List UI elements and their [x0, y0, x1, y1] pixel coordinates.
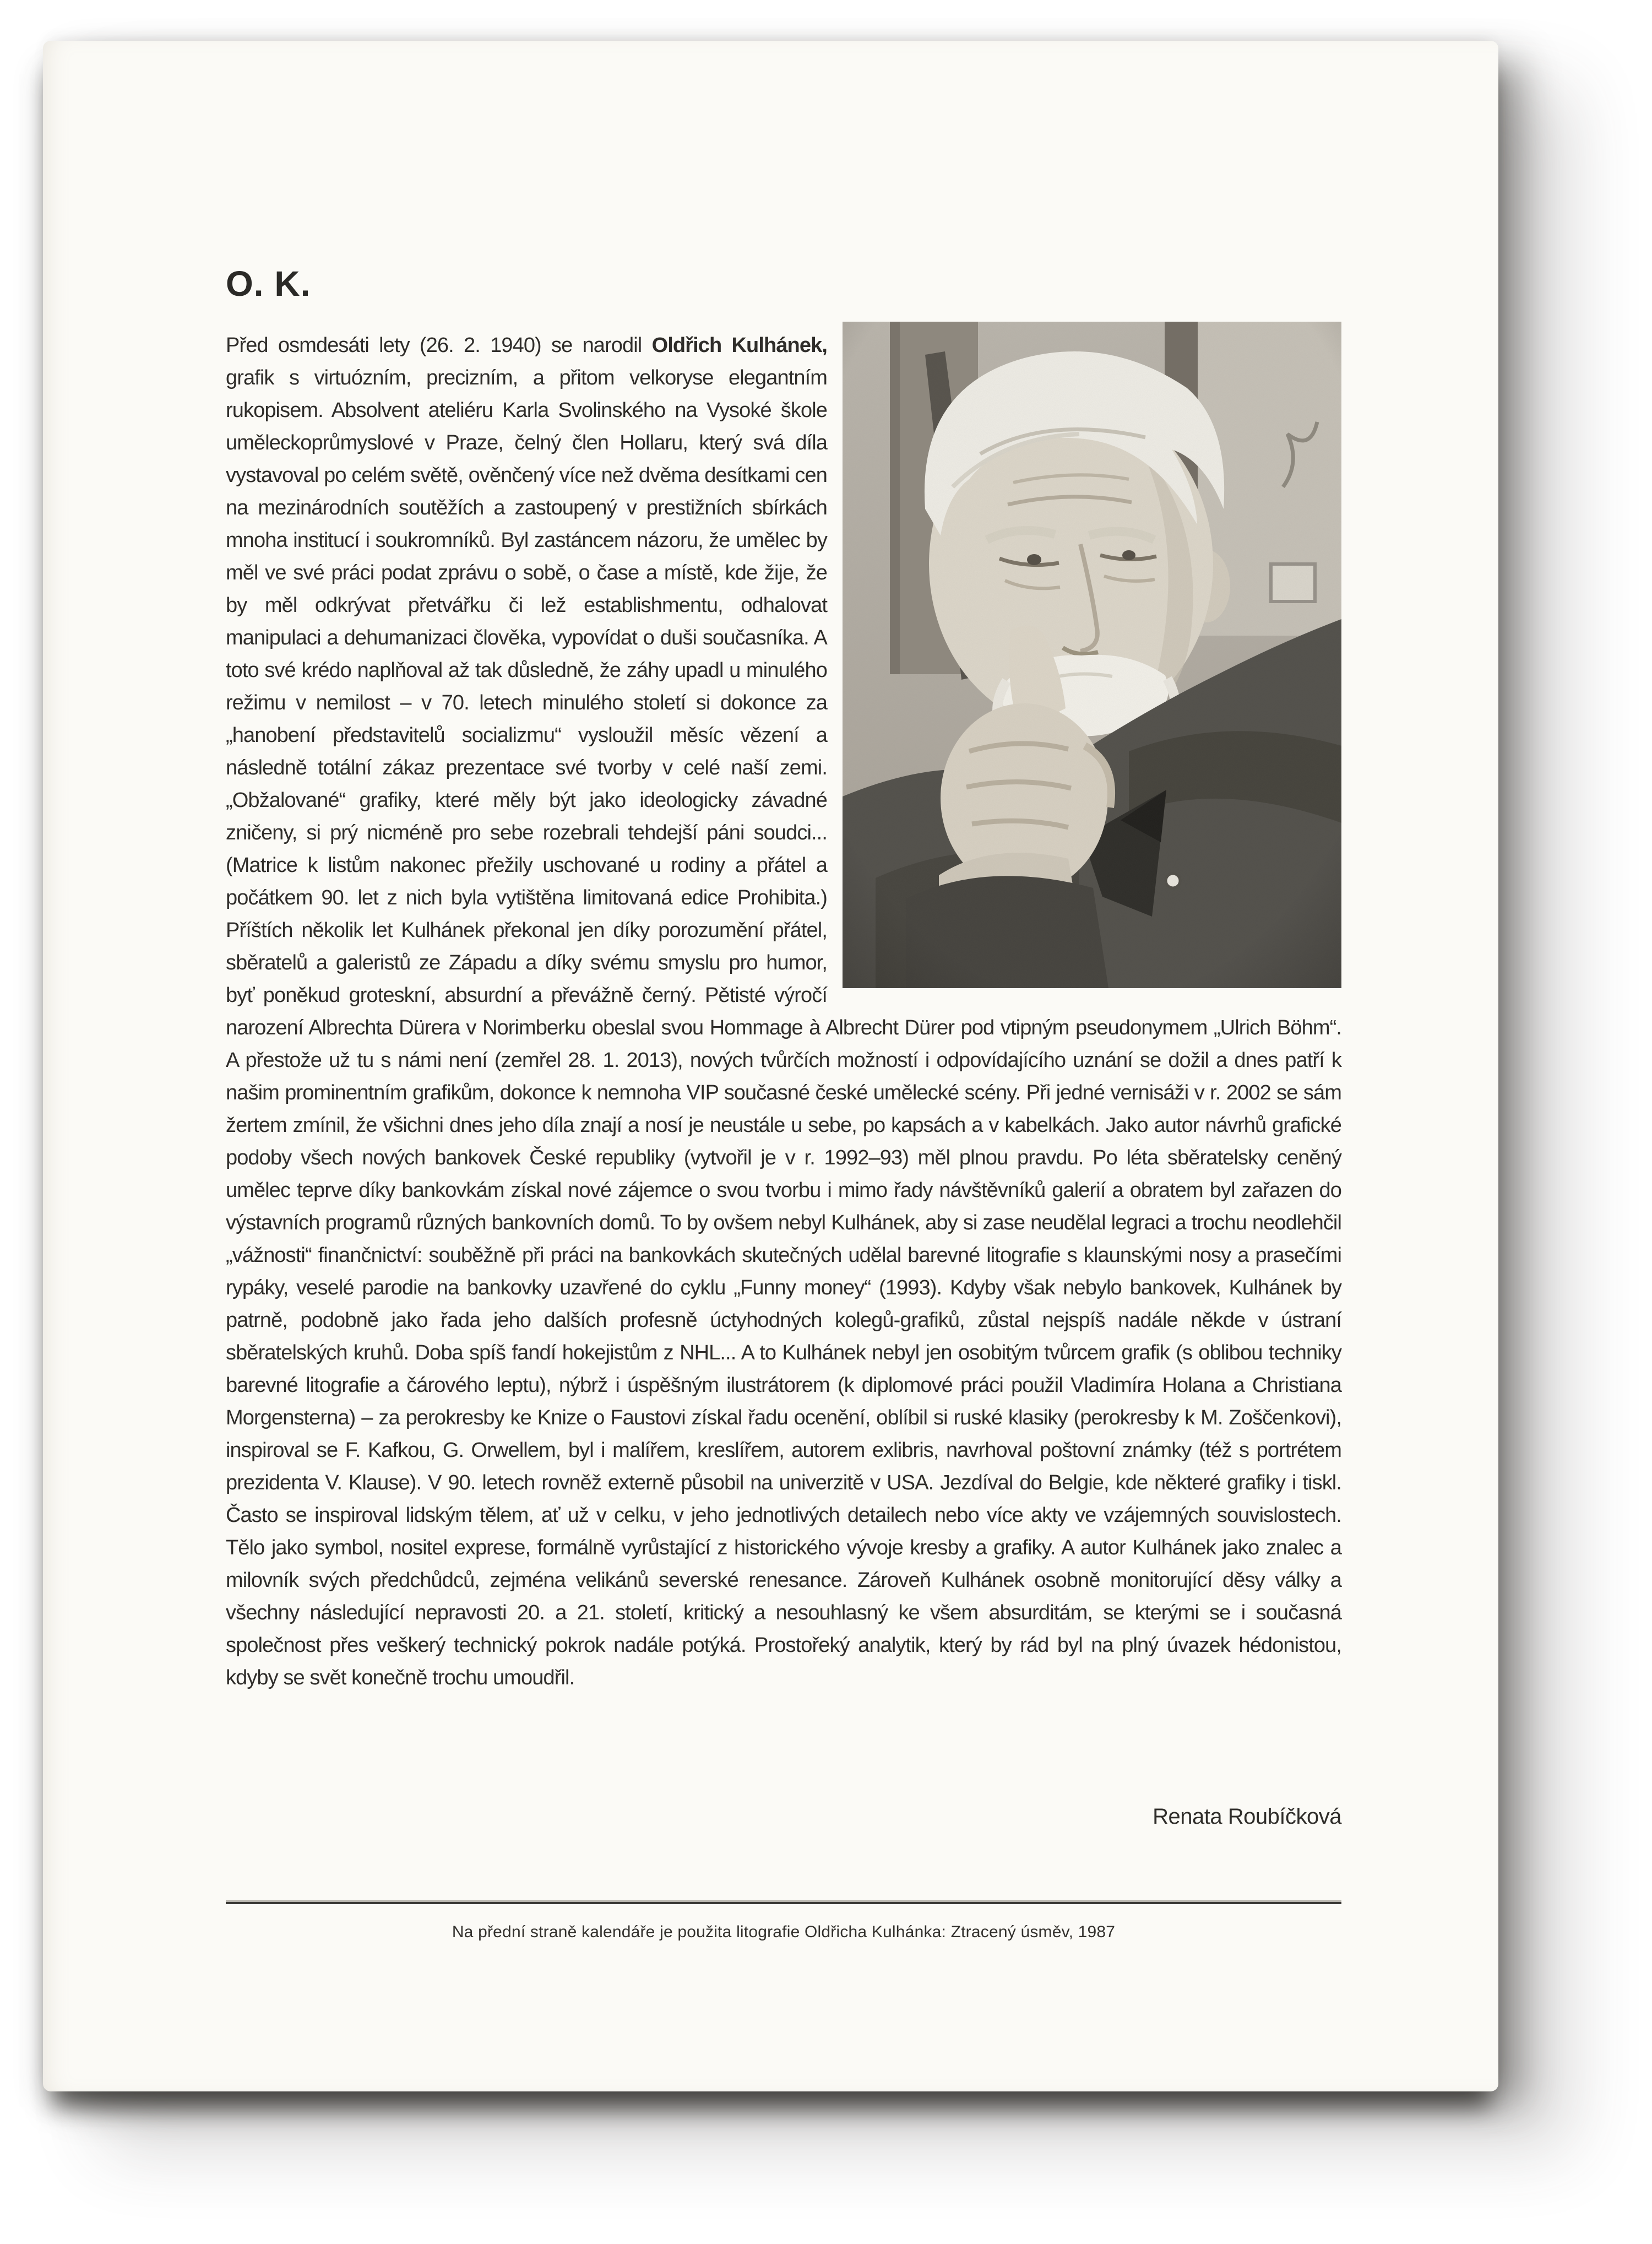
article-intro: Před osmdesáti lety (26. 2. 1940) se narodil: [226, 334, 642, 357]
photo-grain: [843, 322, 1341, 988]
page-title: O. K.: [226, 264, 311, 303]
article-subject-name: Oldřich Kulhánek,: [651, 334, 827, 357]
footnote: Na přední straně kalendáře je použita litografie Oldřicha Kulhánka: Ztracený úsměv, 1987: [452, 1923, 1116, 1941]
article-body: [226, 329, 1341, 1694]
footer-divider: [226, 1902, 1341, 1904]
portrait-photo: [843, 322, 1341, 988]
byline: Renata Roubíčková: [1153, 1804, 1341, 1829]
scanned-page: [43, 41, 1498, 2091]
article-text: grafik s virtuózním, precizním, a přitom velkoryse elegantním rukopisem. Absolvent ateliéru Karla Svolinského na Vysoké škole uměleckoprůmyslové v Praze, čelný člen Hollaru, který svá díla vystavoval po celém světě, ověnčený více než dvěma desítkami cen na mezinárodních soutěžích a zastoupený v prestižních sbírkách mnoha institucí i soukromníků. Byl zastáncem názoru, že umělec by měl ve své práci podat zprávu o sobě, o čase a místě, kde žije, že by měl odkrývat přetvářku či lež establishmentu, odhalovat manipulaci a dehumanizaci člověka, vypovídat o duši současníka. A toto své krédo naplňoval až tak důsledně, že záhy upadl u minulého režimu v nemilost – v 70. letech minulého století si dokonce za „hanobení představitelů socializmu“ vysloužil měsíc vězení a následně totální zákaz prezentace své tvorby v celé naší zemi. „Obžalované“ grafiky, které měly být jako ideologicky závadné zničeny, si prý nicméně pro sebe rozebrali tehdejší páni soudci... (Matrice k listům nakonec přežily uschované u rodiny a přátel a počátkem 90. let z nich byla vytištěna limitovaná edice Prohibita.) Příštích několik let Kulhánek překonal jen díky porozumění přátel, sběratelů a galeristů ze Západu a díky svému smyslu pro humor, byť poněkud groteskní, absurdní a převážně černý. Pětisté výročí narození Albrechta Dürera v Norimberku obeslal svou Hommage à Albrecht Dürer pod vtipným pseudonymem „Ulrich Böhm“. A přestože už tu s námi není (zemřel 28. 1. 2013), nových tvůrčích možností i odpovídajícího uznání se dožil a dnes patří k našim prominentním grafikům, dokonce k nemnoha VIP současné české umělecké scény. Při jedné vernisáži v r. 2002 se sám žertem zmínil, že všichni dnes jeho díla znají a nosí je neustále u sebe, po kapsách a v kabelkách. Jako autor návrhů grafické podoby všech nových bankovek České republiky (vytvořil je v r. 1992–93) měl plnou pravdu. Po léta sběratelsky ceněný umělec teprve díky bankovkám získal nové zájemce o svou tvorbu i mimo řady návštěvníků galerií a obratem byl zařazen do výstavních programů různých bankovních domů. To by ovšem nebyl Kulhánek, aby si zase neudělal legraci a trochu neodlehčil „vážnosti“ finančnictví: souběžně při práci na bankovkách skutečných udělal barevné litografie s klaunskými nosy a prasečími rypáky, veselé parodie na bankovky uzavřené do cyklu „Funny money“ (1993). Kdyby však nebylo bankovek, Kulhánek by patrně, podobně jako řada jeho dalších profesně úctyhodných kolegů-grafiků, zůstal nejspíš nadále někde v ústraní sběratelských kruhů. Doba spíš fandí hokejistům z NHL... A to Kulhánek nebyl jen osobitým tvůrcem grafik (s oblibou techniky barevné litografie a čárového leptu), nýbrž i úspěšným ilustrátorem (k diplomové práci použil Vladimíra Holana a Christiana Morgensterna) – za perokresby ke Knize o Faustovi získal řadu ocenění, oblíbil si ruské klasiky (perokresby k M. Zoščenkovi), inspiroval se F. Kafkou, G. Orwellem, byl i malířem, kreslířem, autorem exlibris, navrhoval poštovní známky (též s portrétem prezidenta V. Klause). V 90. letech rovněž externě působil na univerzitě v USA. Jezdíval do Belgie, kde některé grafiky i tiskl. Často se inspiroval lidským tělem, ať už v celku, v jeho jednotlivých detailech nebo více akty ve vzájemných souvislostech. Tělo jako symbol, nositel exprese, formálně vyrůstající z historického vývoje kresby a grafiky. A autor Kulhánek jako znalec a milovník svých předchůdců, zejména velikánů severské renesance. Zároveň Kulhánek osobně monitorující děsy války a všechny následující nepravosti 20. a 21. století, kritický a nesouhlasný ke všem absurditám, se kterými se i současná společnost přes veškerý technický pokrok nadále potýká. Prostořeký analytik, který by rád byl na plný úvazek hédonistou, kdyby se svět konečně trochu umoudřil.: [226, 366, 1341, 1689]
